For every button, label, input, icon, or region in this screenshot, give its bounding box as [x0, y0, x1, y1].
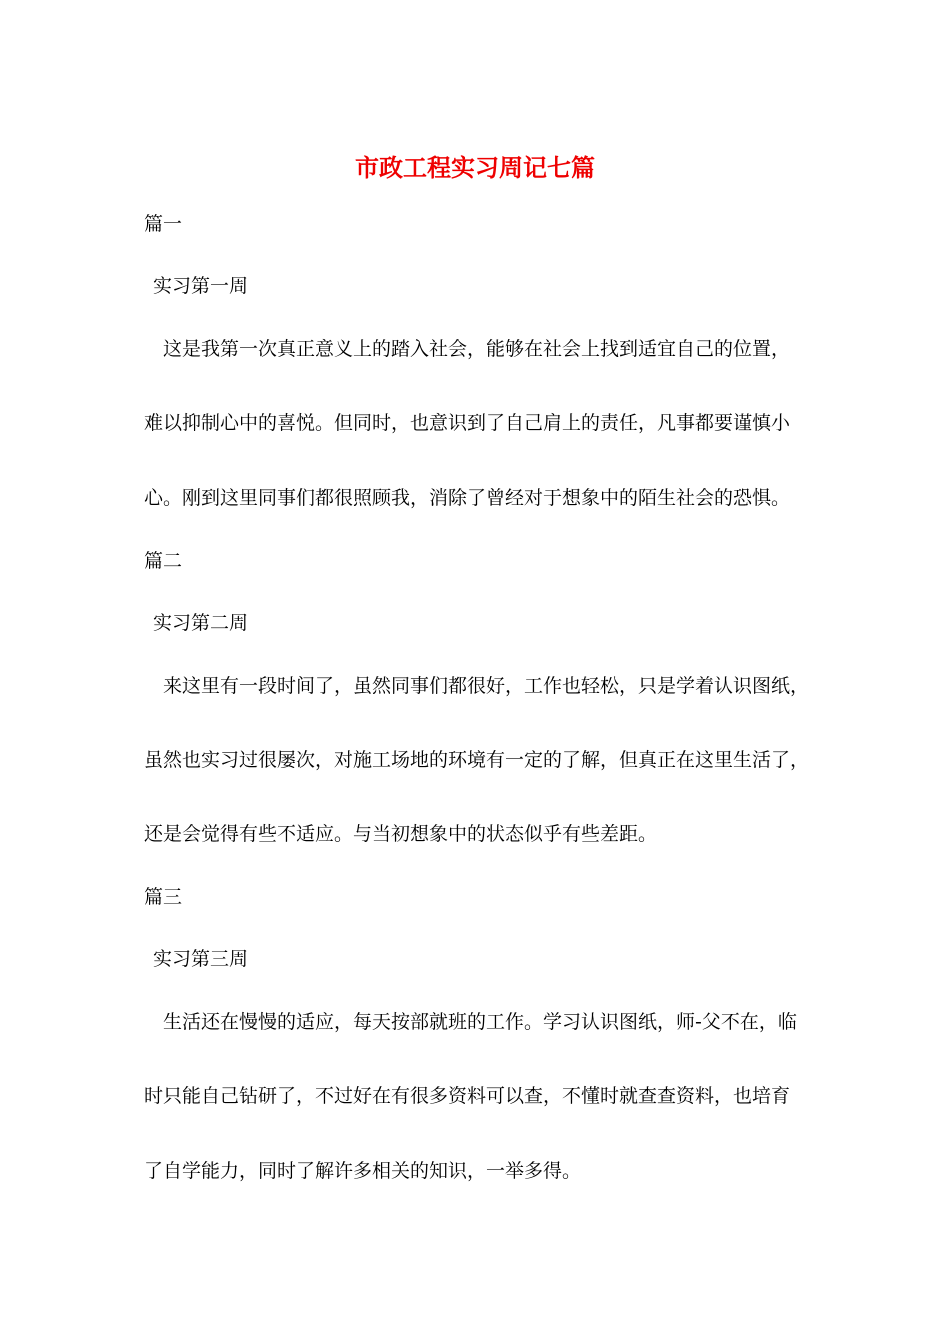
section-heading: 篇二 — [144, 550, 183, 572]
paragraph-line: 还是会觉得有些不适应。与当初想象中的状态似乎有些差距。 — [144, 823, 658, 845]
section-subheading: 实习第一周 — [153, 275, 249, 297]
section-heading: 篇三 — [144, 886, 183, 908]
paragraph-line: 来这里有一段时间了，虽然同事们都很好，工作也轻松，只是学着认识图纸， — [163, 675, 810, 697]
paragraph-line: 了自学能力，同时了解许多相关的知识，一举多得。 — [144, 1160, 582, 1182]
paragraph-line: 难以抑制心中的喜悦。但同时，也意识到了自己肩上的责任，凡事都要谨慎小 — [144, 412, 791, 434]
section-heading: 篇一 — [144, 213, 183, 235]
paragraph-line: 虽然也实习过很屡次，对施工场地的环境有一定的了解，但真正在这里生活了， — [144, 749, 810, 771]
paragraph-line: 时只能自己钻研了，不过好在有很多资料可以查，不懂时就查查资料，也培育 — [144, 1085, 791, 1107]
section-subheading: 实习第三周 — [153, 948, 249, 970]
document-title: 市政工程实习周记七篇 — [355, 153, 595, 182]
paragraph-line: 心。刚到这里同事们都很照顾我，消除了曾经对于想象中的陌生社会的恐惧。 — [144, 487, 791, 509]
paragraph-line: 生活还在慢慢的适应，每天按部就班的工作。学习认识图纸，师-父不在，临 — [163, 1011, 797, 1033]
paragraph-line: 这是我第一次真正意义上的踏入社会，能够在社会上找到适宜自己的位置， — [163, 338, 791, 360]
section-subheading: 实习第二周 — [153, 612, 249, 634]
